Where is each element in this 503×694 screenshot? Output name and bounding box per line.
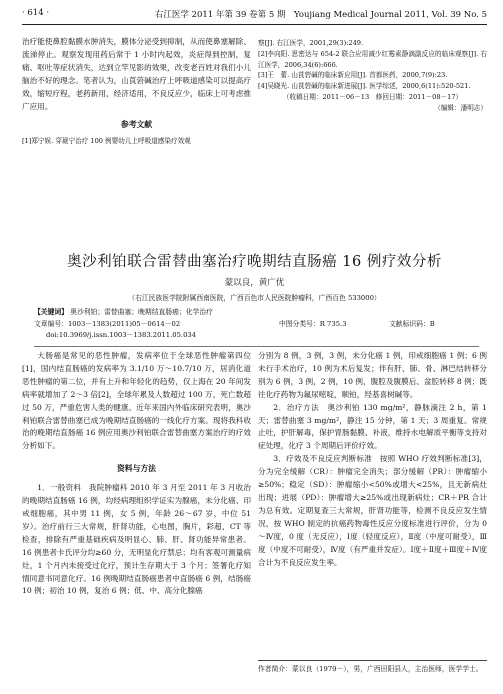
article-authors: 蒙以良，黄广优 bbox=[224, 278, 285, 288]
general-data-paragraph: 1．一般资料 我院肿瘤科 2010 年 3 月至 2011 年 3 月收治的晚期结直肠癌 16 例，均经病理组织学证实为腺癌，未分化癌、印戒细胞癌，其中男 11 例，女 5 例，年龄 26～67 岁，中位 51 岁）。治疗前行三大常规，肝肾功能，心电图，胸片，彩超，CT 等检查，排除有严重基础疾病及明显心、肺、肝、肾功能异常患者。16 例患者卡氏评分均≥60 分，无明显化疗禁忌；均有客观可测量病灶，1 个月内未接受过化疗，预计生存期大于 3 个月；签署化疗知情同意书同意化疗。16 例晚期结直肠癌患者中直肠癌 6 例，结肠癌 10 例；初治 10 例，复治 6 例；低、中、高分化腺癌 bbox=[22, 483, 251, 596]
metadata-rule bbox=[34, 346, 479, 347]
treatment-method-paragraph: 2．治疗方法 奥沙利铂 130 mg/m²，静脉滴注 2 h，第 1 天；雷替曲塞 3 mg/m²，静注 15 分钟，第 1 天；3 周重复。常规止吐，护肝解毒，保护胃肠黏膜、补液，维持水电解质平衡等支持对症处理，化疗 3 个周期后评价疗效。 bbox=[258, 402, 487, 451]
document-mark: 文献标识码：B bbox=[389, 319, 435, 328]
case-distribution-paragraph: 分别为 8 例，3 例，3 例，未分化癌 1 例，印戒细胞癌 1 例；6 例未行手术治疗，10 例为术后复发；伴有肝、肺、骨、淋巴结转移分别为 6 例，3 例，2 例，10 例，腹腔及腹膜后、盆腔转移 8 例；既往化疗药物为氟尿嘧啶，顺铂，羟基喜树碱等。 bbox=[258, 351, 487, 399]
article-left-column bbox=[22, 350, 251, 598]
efficacy-criteria-paragraph: 3．疗效及不良反应判断标准 按照 WHO 疗效判断标准[3]，分为完全缓解（CR）：肿瘤完全消失；部分缓解（PR）：肿瘤缩小≥50%；稳定（SD）：肿瘤缩小<50%或增大<25%，且无新病灶出现；进展（PD）：肿瘤增大≥25%或出现新病灶；CR＋PR 合计为总有效。定期复查三大常规，肝肾功能等，检测不良反应发生情况，按 WHO 制定的抗癌药物毒性反应分度标准进行评价，分为 0～Ⅳ度，0 度（无反应），Ⅰ度（轻度反应），Ⅱ度（中度可耐受），Ⅲ度（中度不可耐受），Ⅳ度（有严重并发症）。Ⅰ度＋Ⅱ度＋Ⅲ度＋Ⅳ度合计为不良反应发生率。 bbox=[258, 454, 487, 567]
doi: doi:10.3969/j.issn.1003－1383.2011.05.034 bbox=[46, 331, 197, 339]
page-number: · 614 · bbox=[22, 8, 50, 18]
keywords-line bbox=[34, 307, 479, 319]
reference-item: [1]郑宁娱. 穿琥宁治疗 100 例婴幼儿上呼吸道感染疗效观 bbox=[22, 137, 191, 146]
article-metadata bbox=[34, 307, 479, 342]
prev-article-right-column bbox=[258, 38, 487, 114]
running-header bbox=[22, 6, 487, 22]
reference-item: 察[J]. 右江医学，2001,29(3):249. bbox=[258, 39, 364, 47]
author-note: 作者简介：蒙以良（1979－），男，广西田阳县人，主治医师，医学学士。 bbox=[258, 660, 487, 675]
header-rule bbox=[22, 24, 487, 25]
article-affiliation: （右江民族医学院附属西南医院，广西百色市人民医院肿瘤科，广西百色 533000） bbox=[128, 294, 381, 302]
classification-line bbox=[34, 319, 479, 331]
references-title: 参考文献 bbox=[120, 120, 153, 130]
methods-heading: 资料与方法 bbox=[117, 464, 156, 474]
article-right-column bbox=[258, 350, 487, 569]
keywords-label: 【关键词】 bbox=[34, 308, 68, 316]
document-code: 文章编号：1003－1383(2011)05－0614－02 bbox=[34, 319, 181, 328]
prev-article-body: 治疗能使鼻腔黏膜水肿消失，膜体分泌受到抑制，从而使鼻塞解除、流涕停止。观察发现用药后常于 1 小时内起效，炎症得到控制，复痛、呕吐等症状消失，达到立竿见影的效果，改变老百姓对我们小儿脑治不好的理念。笔者认为，山莨菪碱治疗上呼吸道感染可以提高疗效，缩短疗程，老药新用，经济适用，不良反应少，临床上可考虑推广应用。 bbox=[22, 37, 251, 111]
reference-item: [3]王 蕾. 山莨菪碱的临床新应用[J]. 首都医药，2000,7(9):23. bbox=[258, 71, 448, 80]
received-dates: （收稿日期：2011－06－13 修回日期：2011－08－17） bbox=[282, 92, 463, 101]
keywords: 奥沙利铂；雷替曲塞；晚期结直肠癌；化学治疗 bbox=[70, 308, 213, 316]
article-title: 奥沙利铂联合雷替曲塞治疗晚期结直肠癌 16 例疗效分析 bbox=[67, 254, 442, 270]
prev-article-left-column bbox=[22, 36, 251, 147]
reference-item: [2]李向阳. 思密达与 654-2 联合应用减少红霉素静滴副反应的临床观察[J]. 右江医学，2006,34(6):666. bbox=[258, 49, 487, 69]
editor-credit: （编辑：潘明志） bbox=[434, 103, 487, 112]
reference-item: [4]吴晓光. 山莨菪碱的临床新进展[J]. 医学综述，2000,6(11):520-521. bbox=[258, 82, 471, 91]
introduction-paragraph: 大肠癌是常见的恶性肿瘤，发病率位于全球恶性肿瘤第四位[1]，国内结直肠癌的发病率为 3.1/10 万～10.7/10 万，居消化道恶性肿瘤的第二位，并有上升和年轻化的趋势，仅上海在 20 年间发病率就增加了 2～3 倍[2]，全球年累及人数超过 100 万，死亡数超过 50 万，严重危害人类的健康。近年来国内外临床研究表明，奥沙利铂联合雷替曲塞已成为晚期结直肠癌的一线化疗方案。现将我科收治的晚期结直肠癌 16 例应用奥沙利铂联合雷替曲塞方案治疗的疗效分析如下。 bbox=[22, 351, 251, 451]
clc-number: 中图分类号：R 735.3 bbox=[279, 319, 347, 328]
journal-info: 右江医学 2011 年第 39 卷第 5 期 Youjiang Medical Journal 2011, Vol. 39 No. 5 bbox=[154, 10, 487, 20]
